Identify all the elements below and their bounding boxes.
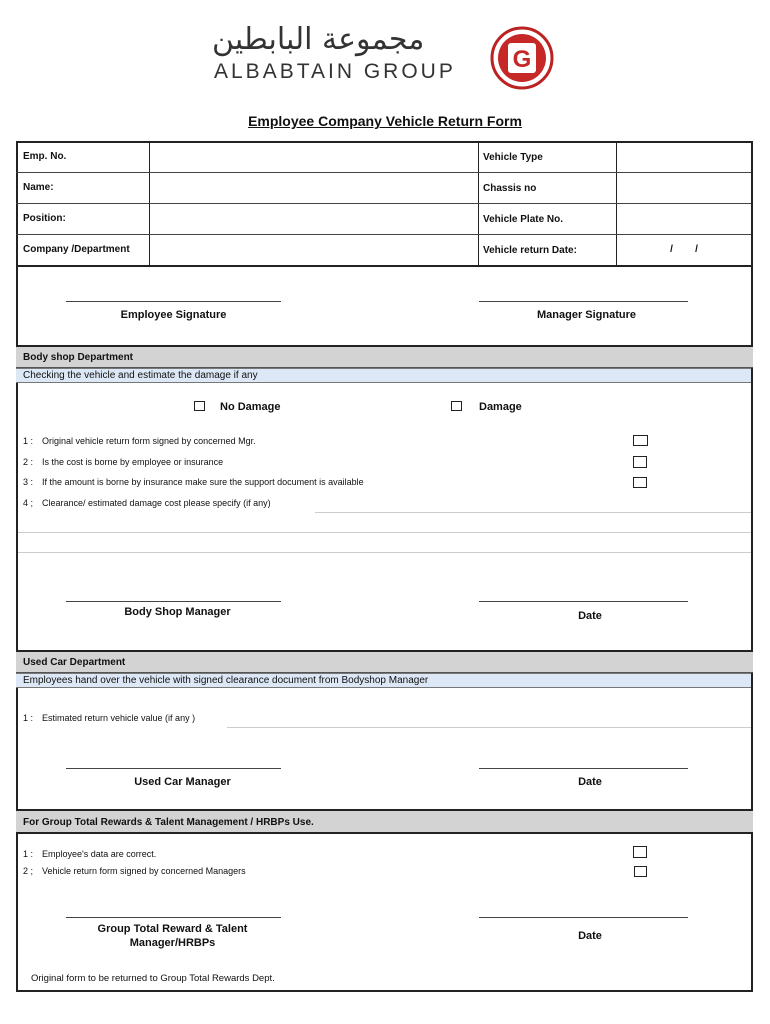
position-label: Position: (23, 213, 66, 224)
rewards-item-2-num: 2 ; (23, 866, 34, 876)
chassis-no-field[interactable] (619, 174, 749, 202)
rewards-item-1-text: Employee's data are correct. (42, 849, 157, 859)
employee-signature-label: Employee Signature (120, 309, 227, 321)
used-car-header: Used Car Department (23, 657, 126, 668)
logo-english-text: ALBABTAIN GROUP (214, 60, 456, 83)
body-shop-item-4-num: 4 ; (23, 498, 34, 508)
no-damage-checkbox[interactable] (194, 401, 205, 411)
chassis-no-label: Chassis no (483, 183, 537, 194)
rewards-manager-label-line1: Group Total Reward & Talent (97, 923, 248, 935)
used-car-date-label: Date (578, 776, 602, 788)
form-frame (16, 141, 753, 992)
body-shop-subheader: Checking the vehicle and estimate the damage if any (23, 370, 258, 381)
used-car-item-num: 1 : (23, 713, 34, 723)
body-shop-subheader-bar (16, 368, 751, 383)
rewards-manager-label-line2: Manager/HRBPs (129, 937, 216, 949)
company-logo-icon (488, 26, 556, 90)
body-shop-item-1-num: 1 : (23, 436, 34, 446)
info-table (16, 141, 753, 267)
vehicle-plate-label: Vehicle Plate No. (483, 214, 564, 225)
vehicle-return-date-field[interactable]: / / (670, 244, 698, 255)
rewards-manager-signature-line[interactable] (66, 917, 281, 918)
body-shop-manager-label: Body Shop Manager (124, 606, 231, 618)
body-shop-manager-signature-line[interactable] (66, 601, 281, 602)
used-car-subheader-bar (16, 673, 751, 688)
form-title: Employee Company Vehicle Return Form (248, 113, 522, 129)
used-car-manager-label: Used Car Manager (134, 776, 231, 788)
rewards-date-label: Date (578, 930, 602, 942)
manager-signature-line[interactable] (479, 301, 688, 302)
used-car-header-bar (16, 650, 753, 673)
footer-note: Original form to be returned to Group Total Rewards Dept. (31, 973, 275, 984)
company-department-label: Company /Department (23, 244, 130, 255)
blank-line-1[interactable] (18, 532, 751, 533)
body-shop-item-4-text: Clearance/ estimated damage cost please specify (if any) (42, 498, 271, 508)
damage-cost-line[interactable] (315, 512, 751, 513)
company-department-field[interactable] (152, 236, 476, 264)
used-car-manager-signature-line[interactable] (66, 768, 281, 769)
rewards-header-bar (16, 809, 753, 834)
logo-mark-letter: G (512, 46, 532, 73)
body-shop-item-1-checkbox[interactable] (633, 435, 648, 446)
logo-arabic-text: مجموعة البابطين (212, 22, 425, 57)
body-shop-header-bar (16, 345, 753, 368)
used-car-subheader: Employees hand over the vehicle with signed clearance document from Bodyshop Manager (23, 675, 429, 686)
rewards-item-1-checkbox[interactable] (633, 846, 647, 858)
body-shop-item-2-checkbox[interactable] (633, 456, 647, 468)
vehicle-type-label: Vehicle Type (483, 152, 543, 163)
body-shop-item-3-text: If the amount is borne by insurance make sure the support document is available (42, 477, 364, 487)
rewards-item-2-checkbox[interactable] (634, 866, 647, 877)
damage-label: Damage (479, 401, 522, 413)
damage-checkbox[interactable] (451, 401, 462, 411)
vehicle-type-field[interactable] (619, 143, 749, 171)
employee-signature-line[interactable] (66, 301, 281, 302)
name-field[interactable] (152, 174, 476, 202)
body-shop-date-label: Date (578, 610, 602, 622)
rewards-item-2-text: Vehicle return form signed by concerned Managers (42, 866, 246, 876)
body-shop-header: Body shop Department (23, 352, 134, 363)
no-damage-label: No Damage (220, 401, 281, 413)
body-shop-item-2-num: 2 : (23, 457, 34, 467)
blank-line-2[interactable] (18, 552, 751, 553)
body-shop-item-1-text: Original vehicle return form signed by concerned Mgr. (42, 436, 256, 446)
name-label: Name: (23, 182, 54, 193)
vehicle-value-line[interactable] (227, 727, 751, 728)
rewards-date-line[interactable] (479, 917, 688, 918)
rewards-header: For Group Total Rewards & Talent Management / HRBPs Use. (23, 817, 314, 828)
body-shop-item-2-text: Is the cost is borne by employee or insurance (42, 457, 224, 467)
vehicle-plate-field[interactable] (619, 205, 749, 233)
emp-no-field[interactable] (152, 143, 476, 171)
vehicle-return-date-label: Vehicle return Date: (483, 245, 577, 256)
rewards-item-1-num: 1 : (23, 849, 34, 859)
manager-signature-label: Manager Signature (536, 309, 637, 321)
used-car-date-line[interactable] (479, 768, 688, 769)
emp-no-label: Emp. No. (23, 151, 67, 162)
body-shop-date-line[interactable] (479, 601, 688, 602)
body-shop-item-3-num: 3 : (23, 477, 34, 487)
position-field[interactable] (152, 205, 476, 233)
body-shop-item-3-checkbox[interactable] (633, 477, 647, 488)
used-car-item-text: Estimated return vehicle value (if any ) (42, 713, 196, 723)
